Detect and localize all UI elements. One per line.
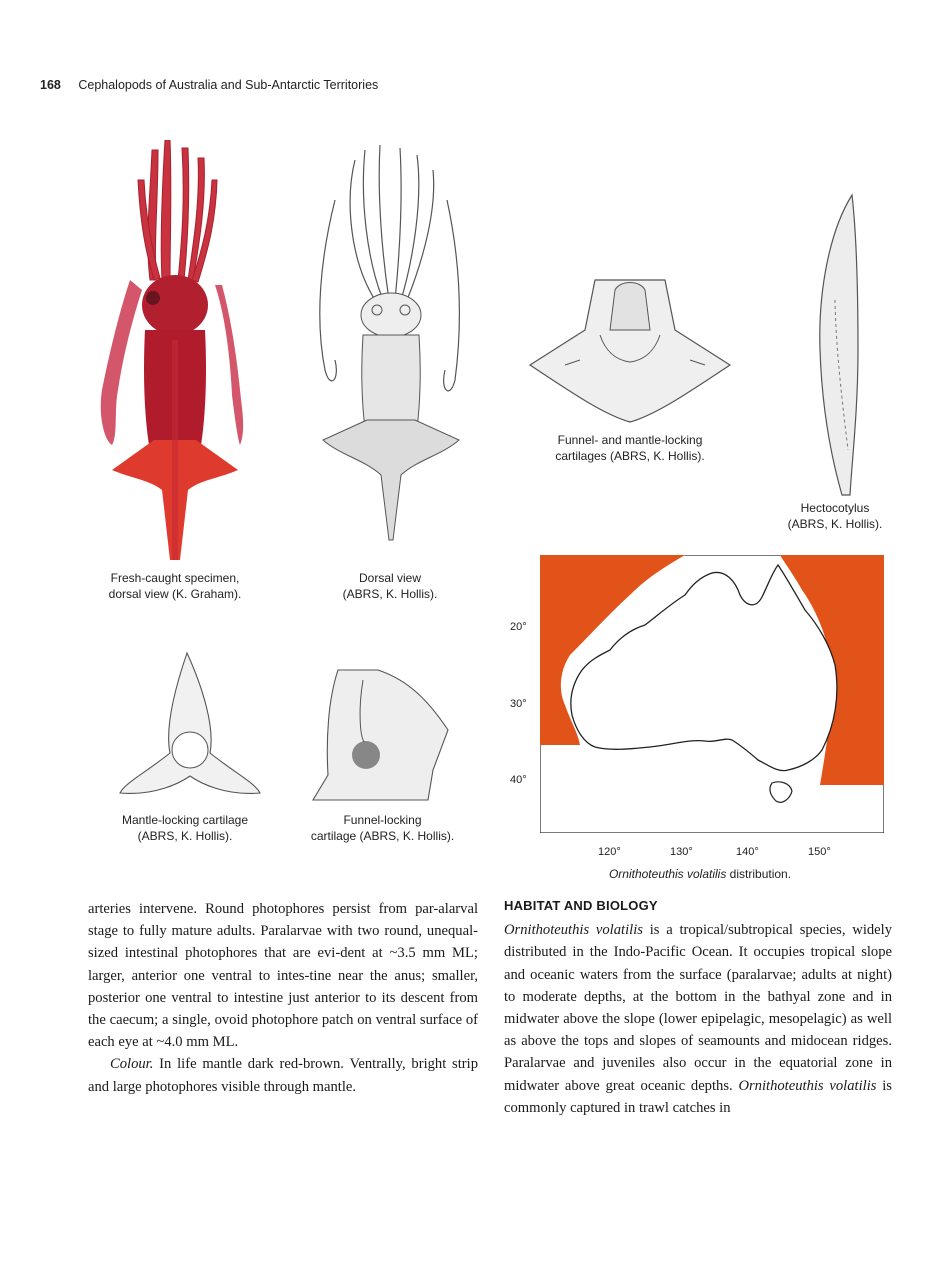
lon-label-120: 120° — [598, 846, 621, 858]
paragraph-photophores: arteries intervene. Round photophores persist from par-alarval stage to fully mature adults. Paralarvae with two round, unequal-sized intestinal photophores that are evi-dent at ~3.5 mm ML; larger, anterior one ventral to intes-tine near the anus; smaller, posterior one ventral to intestine just anterior to its descent from the caecum; a single, ovoid photophore patch on ventral surface of each eye at ~4.0 mm ML. — [88, 901, 478, 1051]
lat-label-30: 30° — [510, 698, 527, 710]
caption-funnel-lock: Funnel-locking cartilage (ABRS, K. Hollis). — [310, 813, 455, 843]
caption-funnel-mantle: Funnel- and mantle-locking cartilages (ABRS, K. Hollis). — [555, 433, 705, 463]
running-header — [40, 78, 378, 92]
mantle-lock-cartilage-illustration — [115, 648, 265, 808]
lon-label-130: 130° — [670, 846, 693, 858]
caption-mantle-lock: Mantle-locking cartilage (ABRS, K. Hollis). — [121, 813, 249, 843]
running-title: Cephalopods of Australia and Sub-Antarctic Territories — [78, 78, 379, 92]
funnel-mantle-cartilage-illustration — [525, 270, 735, 425]
lon-label-140: 140° — [736, 846, 759, 858]
section-heading: HABITAT AND BIOLOGY — [504, 898, 658, 913]
right-column-text — [504, 895, 892, 1119]
dorsal-view-illustration — [305, 140, 475, 565]
distribution-map — [540, 555, 884, 833]
hectocotylus-illustration — [800, 190, 870, 500]
caption-hectocotylus: Hectocotylus (ABRS, K. Hollis). — [787, 501, 883, 531]
paragraph-habitat: Ornithoteuthis volatilis is a tropical/subtropical species, widely distributed in the Indo-Pacific Ocean. It occupies tropical slope and oceanic waters from the surface (paralarvae; adults at night) to moderate depths, at the bottom in the bathyal zone and in midwater above the slope (lower epipelagic, mesopelagic) as well as above the tops and slopes of seamounts and midocean ridges. Paralarvae and juveniles also occur in the equatorial zone in midwater above great oceanic depths. Ornithoteuthis volatilis is commonly captured in trawl catches in — [504, 922, 892, 1116]
caption-dorsal-view: Dorsal view (ABRS, K. Hollis). — [342, 571, 438, 601]
caption-fresh-specimen: Fresh-caught specimen, dorsal view (K. Graham). — [108, 571, 242, 601]
lon-label-150: 150° — [808, 846, 831, 858]
left-column-text — [88, 898, 478, 1098]
page-number: 168 — [40, 78, 61, 92]
map-caption: Ornithoteuthis volatilis distribution. — [608, 867, 792, 881]
funnel-lock-cartilage-illustration — [308, 660, 453, 810]
lat-label-40: 40° — [510, 774, 527, 786]
lat-label-20: 20° — [510, 621, 527, 633]
paragraph-colour: Colour. In life mantle dark red-brown. Ventrally, bright strip and large photophores visible through mantle. — [88, 1056, 478, 1095]
fresh-specimen-illustration — [90, 140, 260, 565]
